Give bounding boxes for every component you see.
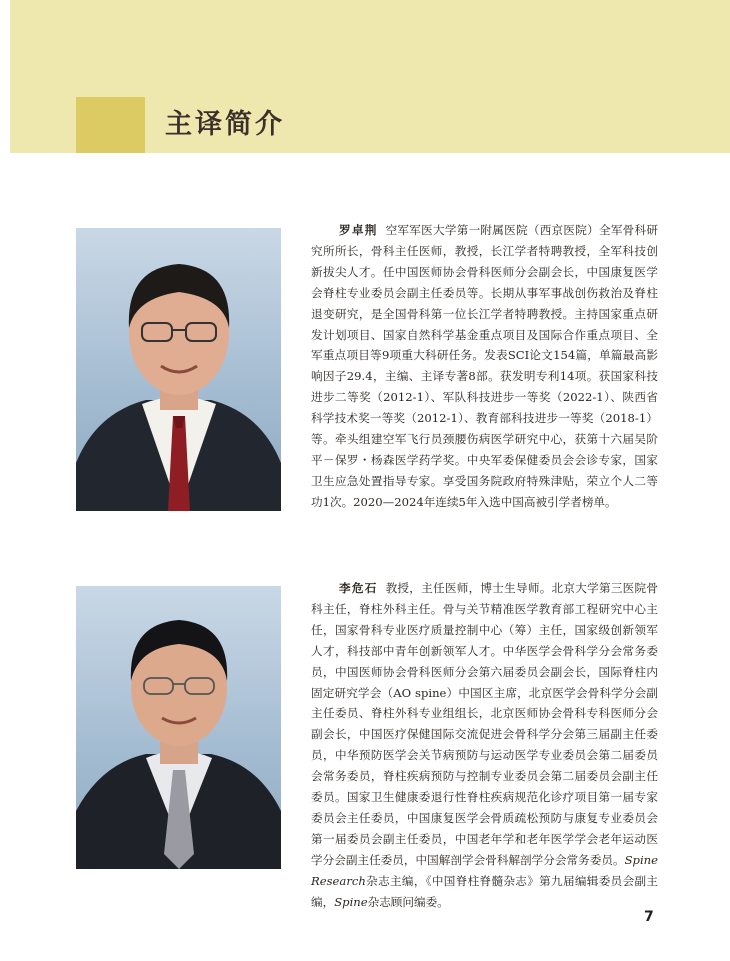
header-accent-square: [76, 97, 145, 153]
translator-name-2: 李危石: [339, 581, 378, 595]
page-title: 主译简介: [165, 109, 285, 140]
page-number: 7: [644, 909, 654, 925]
journal-name-spine-research: Spine Research: [311, 852, 658, 888]
translator-name-1: 罗卓荆: [339, 223, 378, 237]
translator-bio-text-2b: 杂志主编，《中国脊柱脊髓杂志》第九届编辑委员会副主编，: [311, 873, 658, 909]
translator-bio-1: [311, 220, 658, 513]
translator-bio-text-2a: 教授，主任医师，博士生导师。北京大学第三医院骨科主任，脊柱外科主任。骨与关节精准医学教育部工程研究中心主任，国家骨科专业医疗质量控制中心（筹）主任，国家级创新领军人才，科技部中青年创新领军人才。中华医学会骨科学分会常务委员，中国医师协会骨科医师分会第六届委员会副会长，国际脊柱内固定研究学会（AO spine）中国区主席，北京医学会骨科学分会副主任委员、脊柱外科专业组组长，北京医师协会骨科专科医师分会副会长，中国医疗保健国际交流促进会骨科学分会第三届副主任委员，中华预防医学会关节病预防与运动医学专业委员会第二届委员会常务委员，脊柱疾病预防与控制专业委员会第二届委员会副主任委员。国家卫生健康委退行性脊柱疾病规范化诊疗项目第一届专家委员会主任委员，中国康复医学会骨质疏松预防与康复专业委员会第一届委员会副主任委员，中国老年学和老年医学学会老年运动医学分会副主任委员，中国解剖学会骨科解剖学分会常务委员。: [311, 581, 658, 867]
translator-bio-text-2c: 杂志顾问编委。: [367, 894, 449, 909]
translator-bio-2: [311, 578, 658, 913]
portrait-photo-li: [76, 586, 281, 869]
translator-bio-text-1: 空军军医大学第一附属医院（西京医院）全军骨科研究所所长，骨科主任医师，教授，长江学者特聘教授，全军科技创新拔尖人才。任中国医师协会骨科医师分会副会长，中国康复医学会脊柱专业委员会副主任委员等。长期从事军事战创伤救治及脊柱退变研究，是全国骨科第一位长江学者特聘教授。主持国家重点研发计划项目、国家自然科学基金重点项目及国际合作重点项目、全军重点项目等9项重大科研任务。发表SCI论文154篇，单篇最高影响因子29.4，主编、主译专著8部。获发明专利14项。获国家科技进步二等奖（2012-1）、军队科技进步一等奖（2022-1）、陕西省科学技术奖一等奖（2012-1）、教育部科技进步一等奖（2018-1）等。牵头组建空军飞行员颈腰伤病医学研究中心，获第十六届吴阶平－保罗・杨森医学药学奖。中央军委保健委员会会诊专家，国家卫生应急处置指导专家。享受国务院政府特殊津贴，荣立个人二等功1次。2020—2024年连续5年入选中国高被引学者榜单。: [311, 223, 658, 509]
portrait-photo-luo: [76, 228, 281, 511]
journal-name-spine: Spine: [334, 894, 368, 909]
